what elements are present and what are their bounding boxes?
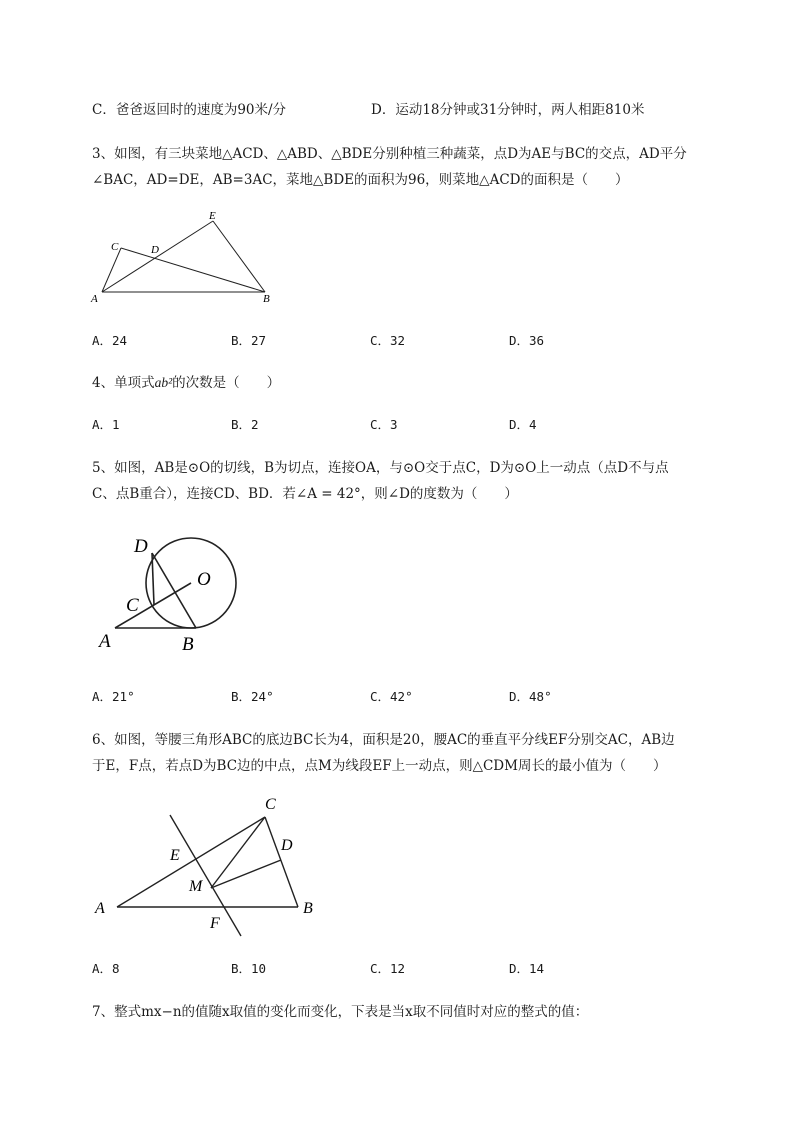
option-c-top: C．爸爸返回时的速度为90米/分 [92,102,287,118]
q6-option-a: A．8 [92,961,120,976]
label-c: C [265,796,276,813]
option-d-top: D．运动18分钟或31分钟时，两人相距810米 [371,102,645,118]
question-3-figure [85,205,285,310]
q4-option-b: B．2 [231,417,259,432]
q4-expression: ab² [154,375,173,390]
segment-cd [152,553,154,605]
segment-eb [213,221,265,292]
question-5-figure [90,528,250,658]
q5-option-c: C．42° [370,689,413,704]
question-6-line-2: 于E，F点，若点D为BC边的中点，点M为线段EF上一动点，则△CDM周长的最小值为（ ） [92,758,667,774]
label-b: B [303,900,313,917]
question-5-line-2: C、点B重合），连接CD、BD．若∠A = 42°，则∠D的度数为（ ） [92,486,518,502]
label-a: A [91,293,98,305]
segment-ae [102,221,213,292]
q3-option-a: A．24 [92,333,128,348]
label-b: B [263,293,270,305]
label-e: E [170,847,180,864]
question-6-line-1: 6、如图，等腰三角形ABC的底边BC长为4，面积是20，腰AC的垂直平分线EF分别交AC，AB边 [92,732,675,748]
label-c: C [126,595,139,616]
label-a: A [95,900,105,917]
line-ef [170,815,241,936]
question-4 [92,371,280,391]
label-e: E [209,210,216,222]
q3-option-c: C．32 [370,333,406,348]
label-o: O [197,569,211,590]
q4-option-c: C．3 [370,417,398,432]
question-3-line-2: ∠BAC，AD=DE，AB=3AC，菜地△BDE的面积为96，则菜地△ACD的面积是（ ） [92,172,629,188]
label-a: A [99,631,111,652]
q6-option-d: D．14 [509,961,545,976]
q5-option-a: A．21° [92,689,135,704]
question-6-figure [90,790,330,940]
q5-option-b: B．24° [231,689,274,704]
label-d: D [151,244,159,256]
q4-option-a: A．1 [92,417,120,432]
q6-option-b: B．10 [231,961,267,976]
q4-option-d: D．4 [509,417,537,432]
question-3-line-1: 3、如图，有三块菜地△ACD、△ABD、△BDE分别种植三种蔬菜，点D为AE与BC的交点，AD平分 [92,146,687,162]
segment-db [152,553,196,628]
label-f: F [210,915,220,932]
label-m: M [189,878,203,895]
segment-cb [121,248,265,292]
q3-option-d: D．36 [509,333,545,348]
label-c: C [111,241,119,253]
label-b: B [182,634,194,655]
segment-cb [265,817,298,907]
q4-prefix: 4、单项式 [92,375,155,391]
label-d: D [134,536,148,557]
q6-option-c: C．12 [370,961,406,976]
q5-option-d: D．48° [509,689,552,704]
label-d: D [281,837,293,854]
question-5-line-1: 5、如图，AB是⊙O的切线，B为切点，连接OA，与⊙O交于点C，D为⊙O上一动点（点D不与点 [92,460,669,476]
question-7-line-1: 7、整式mx−n的值随x取值的变化而变化，下表是当x取不同值时对应的整式的值： [92,1004,589,1020]
q4-suffix: 的次数是（ ） [172,375,281,391]
q3-option-b: B．27 [231,333,267,348]
